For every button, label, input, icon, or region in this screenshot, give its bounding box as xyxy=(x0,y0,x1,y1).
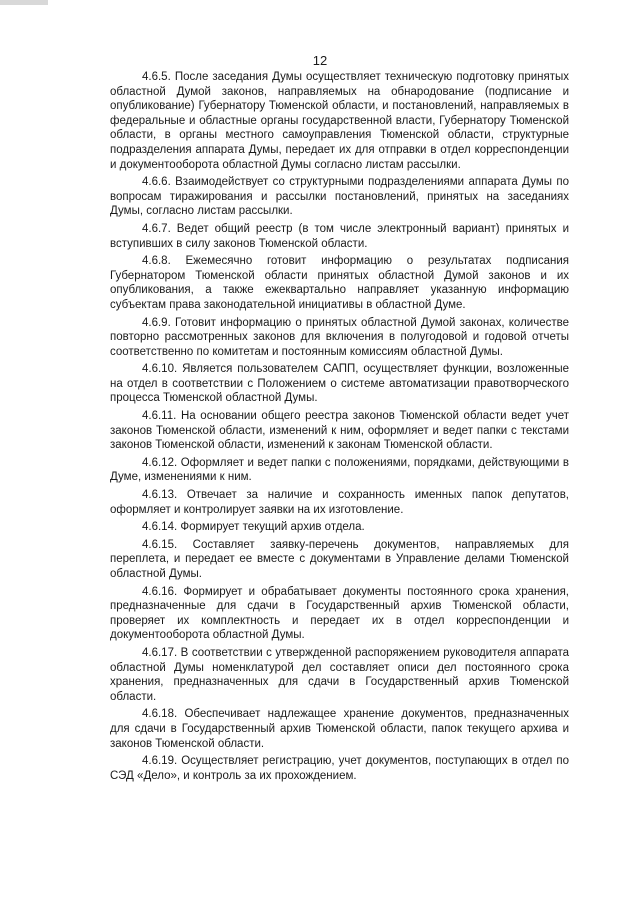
paragraph-4-6-9: 4.6.9. Готовит информацию о принятых областной Думой законах, количестве повторно рассмотренных законов для включения в полугодовой и годовой отчеты соответственно по комитетам и постоянным комиссиям областной Думы. xyxy=(110,316,569,358)
paragraph-4-6-13: 4.6.13. Отвечает за наличие и сохранность именных папок депутатов, оформляет и контролирует заявки на их изготовление. xyxy=(110,489,569,516)
document-body xyxy=(110,70,569,786)
paragraph-4-6-16: 4.6.16. Формирует и обрабатывает документы постоянного срока хранения, предназначенные для сдачи в Государственный архив Тюменской области, проверяет их комплектность и передает их в отдел корреспонденции и документооборота областной Думы. xyxy=(110,585,569,642)
paragraph-4-6-6: 4.6.6. Взаимодействует со структурными подразделениями аппарата Думы по вопросам тиражирования и рассылки постановлений, принятых на заседаниях Думы, согласно листам рассылки. xyxy=(110,176,569,218)
paragraph-4-6-19: 4.6.19. Осуществляет регистрацию, учет документов, поступающих в отдел по СЭД «Дело», и контроль за их прохождением. xyxy=(110,755,569,782)
paragraph-4-6-10: 4.6.10. Является пользователем САПП, осуществляет функции, возложенные на отдел в соответствии с Положением о системе автоматизации правотворческого процесса Тюменской областной Думы. xyxy=(110,363,569,405)
paragraph-4-6-12: 4.6.12. Оформляет и ведет папки с положениями, порядками, действующими в Думе, изменениями к ним. xyxy=(110,456,569,484)
paragraph-4-6-8: 4.6.8. Ежемесячно готовит информацию о результатах подписания Губернатором Тюменской области принятых областной Думой законов и их опубликования, а также ежеквартально направляет указанную информацию субъектам права законодательной инициативы в областной Думе. xyxy=(110,255,569,311)
paragraph-4-6-14: 4.6.14. Формирует текущий архив отдела. xyxy=(142,521,365,534)
paragraph-4-6-5: 4.6.5. После заседания Думы осуществляет техническую подготовку принятых областной Думой законов, направляемых на обнародование (подписание и опубликование) Губернатору Тюменской области, и постановлений, направляемых в федеральные и областные органы государственной власти, Губернатору Тюменской области, в органы местного самоуправления Тюменской области, структурные подразделения аппарата Думы, передает их для отправки в отдел корреспонденции и документооборота областной Думы согласно листам рассылки. xyxy=(110,71,569,171)
page-number: 12 xyxy=(312,53,328,68)
paragraph-4-6-7: 4.6.7. Ведет общий реестр (в том числе электронный вариант) принятых и вступивших в силу законов Тюменской области. xyxy=(110,222,569,250)
paragraph-4-6-17: 4.6.17. В соответствии с утвержденной распоряжением руководителя аппарата областной Думы номенклатурой дел составляет описи дел постоянного срока хранения, предназначенных для сдачи в Государственный архив Тюменской области. xyxy=(110,646,569,703)
paragraph-4-6-15: 4.6.15. Составляет заявку-перечень документов, направляемых для переплета, и передает ее вместе с документами в Управление делами Тюменской областной Думы. xyxy=(110,538,569,580)
paragraph-4-6-11: 4.6.11. На основании общего реестра законов Тюменской области ведет учет законов Тюменской области, изменений к ним, оформляет и ведет папки с текстами законов Тюменской области, изменений к законам Тюменской области. xyxy=(110,410,569,452)
scan-artifact xyxy=(0,0,48,5)
paragraph-4-6-18: 4.6.18. Обеспечивает надлежащее хранение документов, предназначенных для сдачи в Государственный архив Тюменской области, папок текущего архива и законов Тюменской области. xyxy=(110,708,569,750)
